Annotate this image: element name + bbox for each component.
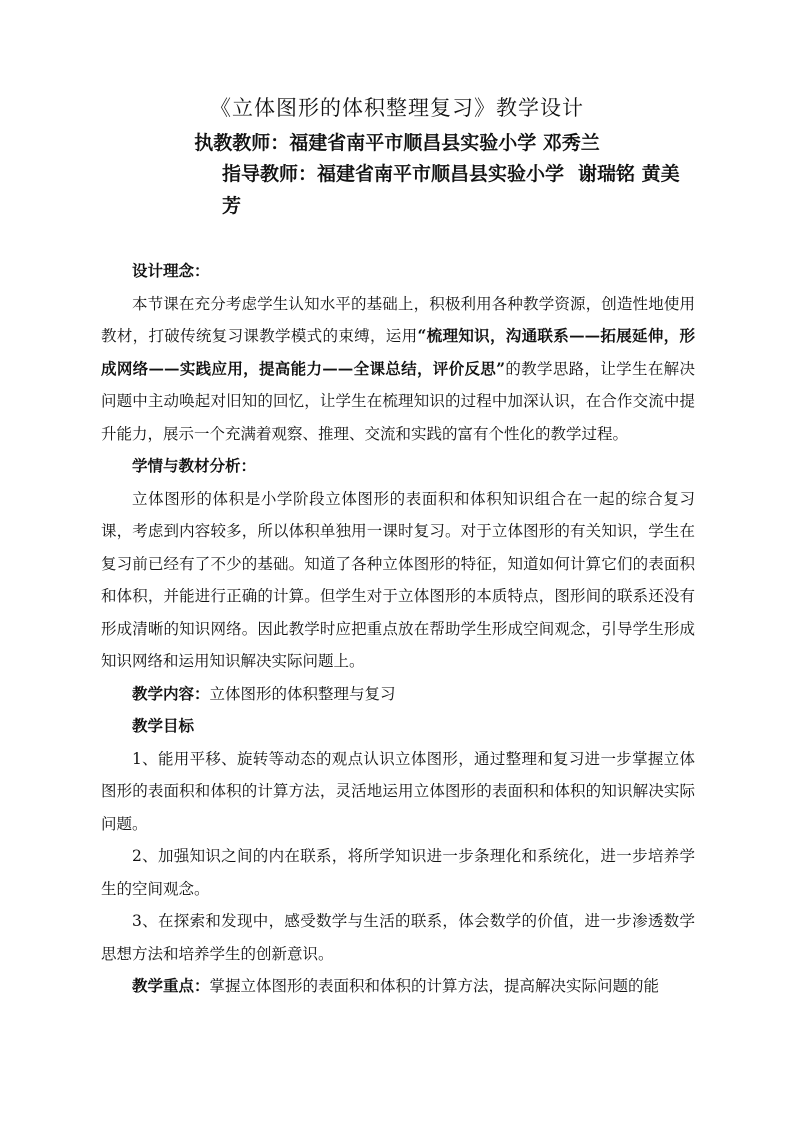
goal-item-1: 1、能用平移、旋转等动态的观点认识立体图形，通过整理和复习进一步掌握立体图形的表面积和体积的计算方法，灵活地运用立体图形的表面积和体积的知识解决实际问题。 — [101, 749, 695, 833]
design-concept-bold: “梳理知识，沟通联系——拓展延伸，形成网络——实践应用，提高能力——全课总结，评价反思” — [101, 326, 695, 378]
advisor-label: 指导教师：福建省南平市顺昌县实验小学 — [222, 163, 565, 185]
content-text: 立体图形的体积整理与复习 — [209, 684, 396, 703]
goal-item-2: 2、加强知识之间的内在联系，将所学知识进一步条理化和系统化，进一步培养学生的空间观念。 — [101, 847, 695, 898]
goal-item-3: 3、在探索和发现中，感受数学与生活的联系，体会数学的价值，进一步渗透数学思想方法和培养学生的创新意识。 — [101, 912, 695, 963]
analysis-heading: 学情与教材分析： — [132, 456, 257, 475]
content-line — [101, 678, 695, 711]
analysis-paragraph: 立体图形的体积是小学阶段立体图形的表面积和体积知识组合在一起的综合复习课，考虑到内容较多，所以体积单独用一课时复习。对于立体图形的有关知识，学生在复习前已经有了不少的基础。知道了各种立体图形的特征，知道如何计算它们的表面积和体积，并能进行正确的计算。但学生对于立体图形的本质特点，图形间的联系还没有形成清晰的知识网络。因此教学时应把重点放在帮助学生形成空间观念，引导学生形成知识网络和运用知识解决实际问题上。 — [101, 489, 695, 670]
advisor-names: 谢瑞铭 黄美芳 — [222, 163, 680, 217]
teacher-line: 执教教师：福建省南平市顺昌县实验小学 邓秀兰 — [194, 132, 600, 154]
design-concept-paragraph — [101, 288, 695, 451]
goals-heading: 教学目标 — [132, 716, 195, 735]
key-point-text: 掌握立体图形的表面积和体积的计算方法，提高解决实际问题的能 — [209, 977, 660, 995]
document-body — [101, 255, 695, 1003]
key-point-line — [101, 970, 695, 1003]
design-concept-text-1: 本节课在充分考虑学生认知水平的基础上，积极利用各种教学资源，创造性地使用教材，打破传统复习课教学模式的束缚，运用 — [101, 294, 695, 345]
design-concept-heading: 设计理念： — [132, 261, 210, 280]
advisor-line — [222, 158, 692, 222]
document-title: 《立体图形的体积整理复习》教学设计 — [210, 96, 584, 120]
content-label: 教学内容： — [132, 683, 210, 703]
key-point-label: 教学重点： — [132, 976, 210, 995]
design-concept-text-2: 的教学思路，让学生在解决问题中主动唤起对旧知的回忆，让学生在梳理知识的过程中加深认识，在合作交流中提升能力，展示一个充满着观察、推理、交流和实践的富有个性化的教学过程。 — [101, 359, 695, 443]
